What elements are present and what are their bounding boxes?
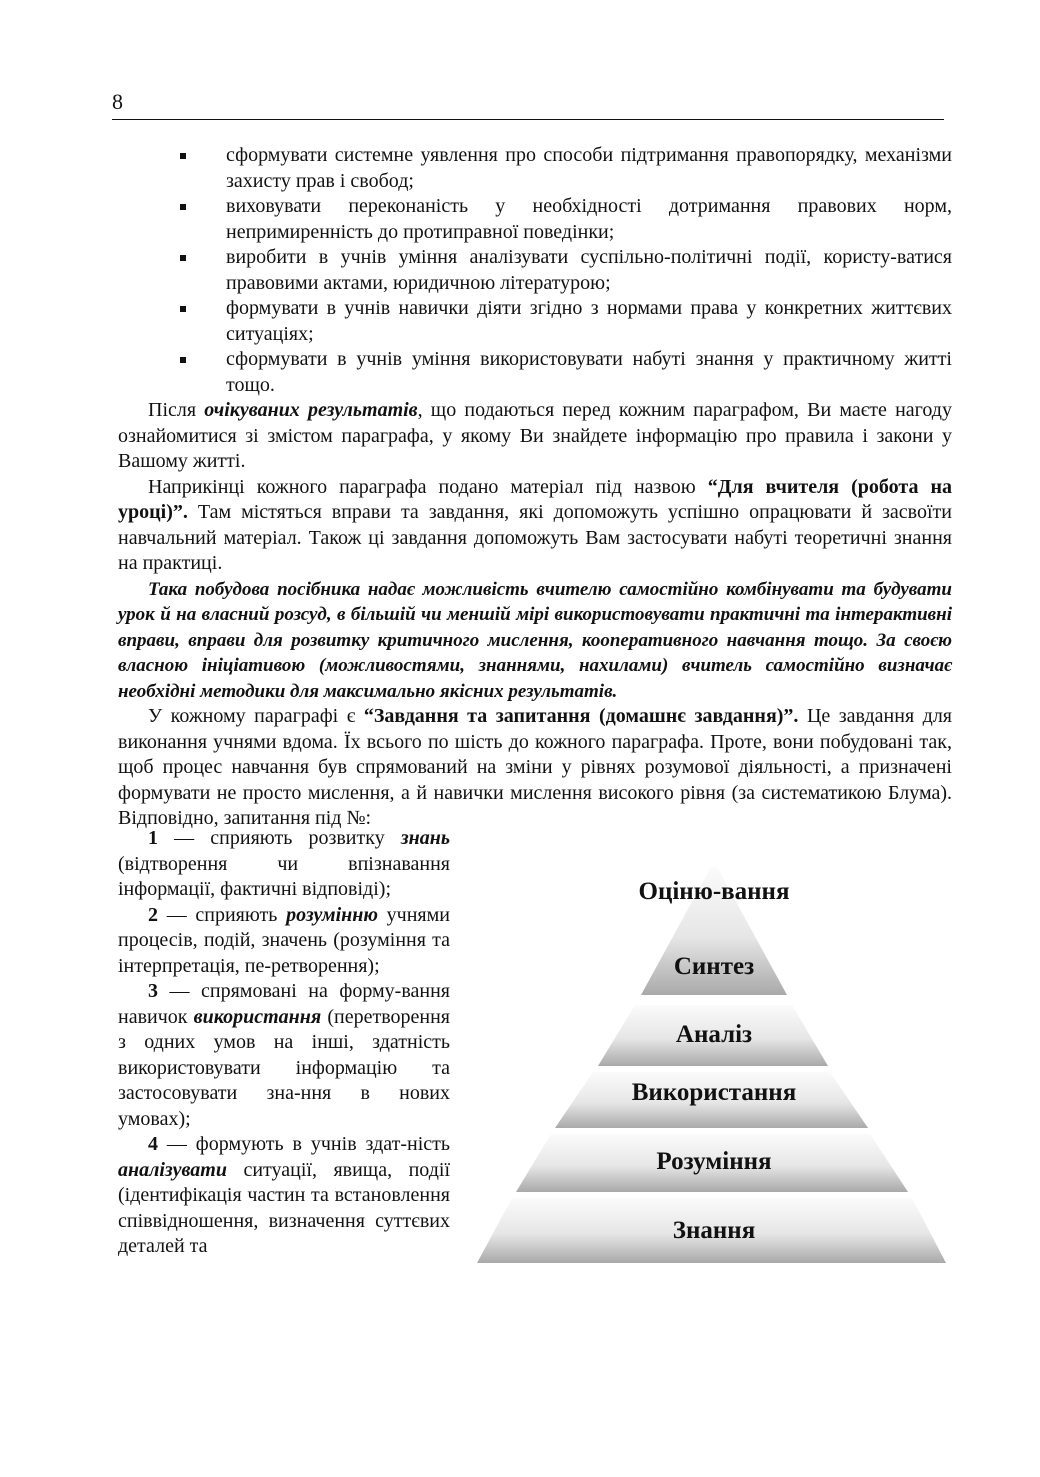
pyramid-label-analysis: Аналіз: [675, 1021, 753, 1048]
level-item: 1 — сприяють розвитку знань (відтворення чи впізнавання інформації, фактичні відповіді);: [118, 827, 450, 900]
level-item: 4 — формують в учнів здат-ність аналізувати ситуації, явища, події (ідентифікація частин та встановлення співвідношення, визначення суттєвих деталей та: [118, 1133, 450, 1257]
bullet-square-icon: [180, 306, 186, 312]
paragraph-homework: У кожному параграфі є “Завдання та запитання (домашнє завдання)”. Це завдання для виконання учнями вдома. Їх всього по шість до кожного параграфа. Проте, вони побудовані так, щоб процес навчання був спрямований на зміни у рівнях розумової діяльності, а призначені формувати не просто мислення, а й навички мислення високого рівня (за систематикою Блума). Відповідно, запитання під №:: [118, 705, 953, 829]
goals-list: [118, 143, 952, 398]
bullet-square-icon: [180, 357, 186, 363]
pyramid-label-comprehension: Розуміння: [656, 1148, 772, 1175]
list-item: формувати в учнів навички діяти згідно з нормами права у конкретних життєвих ситуаціях;: [118, 296, 952, 347]
paragraph-teacher: Наприкінці кожного параграфа подано матеріал під назвою “Для вчителя (робота на уроці)”. Там містяться вправи та завдання, які допоможуть успішно опрацювати й засвоїти навчальний матеріал. Також ці завдання допоможуть Вам застосувати набуті теоретичні знання на практиці.: [118, 475, 953, 574]
main-text: [118, 143, 952, 832]
list-item: виховувати переконаність у необхідності дотримання правових норм, непримиренність до протиправної поведінки;: [118, 194, 952, 245]
header-rule: [112, 119, 944, 120]
bullet-square-icon: [180, 204, 186, 210]
page-number: 8: [112, 89, 123, 114]
list-item: сформувати системне уявлення про способи підтримання правопорядку, механізми захисту прав і свобод;: [118, 143, 952, 194]
bullet-square-icon: [180, 153, 186, 159]
bullet-square-icon: [180, 255, 186, 261]
paragraph-results: Після очікуваних результатів, що подаються перед кожним параграфом, Ви маєте нагоду ознайомитися зі змістом параграфа, у якому Ви знайдете інформацію про правила і закони у Вашому житті.: [118, 399, 952, 472]
bloom-pyramid: [470, 860, 960, 1280]
pyramid-label-synthesis: Синтез: [673, 953, 755, 980]
pyramid-label-application: Використання: [631, 1079, 797, 1106]
level-item: 3 — спрямовані на форму-вання навичок використання (перетворення з одних умов на інші, здатність використовувати інформацію та застосовувати зна-ння в нових умовах);: [118, 980, 450, 1130]
pyramid-label-evaluation: Оціню-вання: [638, 878, 790, 905]
pyramid-label-knowledge: Знання: [672, 1217, 756, 1244]
list-item: виробити в учнів уміння аналізувати суспільно-політичні події, користу-ватися правовими актами, юридичною літературою;: [118, 245, 952, 296]
paragraph-structure-note: Така побудова посібника надає можливість вчителю самостійно комбінувати та будувати урок й на власний розсуд, в більшій чи меншій мірі використовувати практичні та інтерактивні вправи, вправи для розвитку критичного мислення, кооперативного навчання тощо. За своєю власною ініціативою (можливостями, знаннями, нахилами) вчитель самостійно визначає необхідні методики для максимально якісних результатів.: [118, 578, 952, 702]
list-item: сформувати в учнів уміння використовувати набуті знання у практичному житті тощо.: [118, 347, 952, 398]
question-levels: [118, 826, 450, 1260]
level-item: 2 — сприяють розумінню учнями процесів, подій, значень (розуміння та інтерпретація, пе-ретворення);: [118, 903, 450, 977]
